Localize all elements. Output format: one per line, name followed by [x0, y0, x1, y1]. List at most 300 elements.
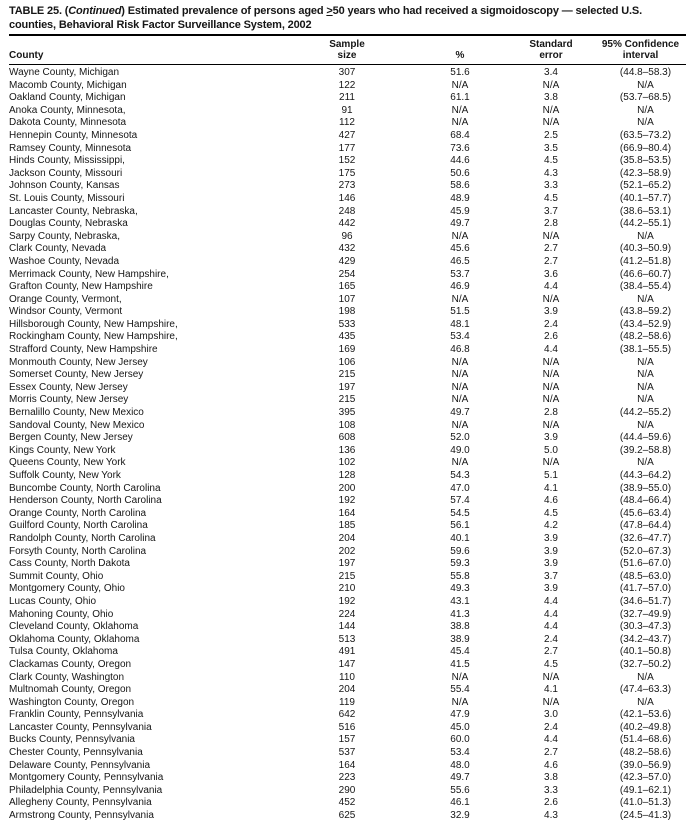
percent-cell: 51.5 [450, 306, 470, 318]
percent-cell: 49.7 [450, 218, 470, 230]
ci-cell: N/A [637, 293, 654, 305]
sample-size-cell: 224 [338, 608, 356, 620]
percent-cell: 61.1 [450, 92, 470, 104]
ci-cell: (38.1–55.5) [619, 344, 672, 356]
stderr-cell: 3.9 [544, 432, 558, 444]
percent-cell: 50.6 [450, 167, 470, 179]
sample-size-cell: 215 [338, 570, 356, 582]
ci-cell: (32.6–47.7) [619, 532, 672, 544]
county-cell: Douglas County, Nebraska [9, 218, 128, 230]
percent-cell: 73.6 [450, 142, 470, 154]
table-row [9, 420, 686, 433]
header-stderr-top: Standard [521, 35, 581, 50]
county-cell: Lancaster County, Pennsylvania [9, 721, 152, 733]
percent-cell: N/A [451, 104, 469, 116]
stderr-cell: 2.4 [544, 633, 558, 645]
county-cell: Orange County, Vermont, [9, 293, 122, 305]
percent-cell: 53.4 [450, 331, 470, 343]
county-cell: Armstrong County, Pennsylvania [9, 810, 154, 822]
stderr-cell: 3.8 [544, 772, 558, 784]
sample-size-cell: 119 [339, 696, 355, 708]
ci-cell: (32.7–50.2) [619, 658, 672, 670]
ci-cell: (52.1–65.2) [619, 180, 672, 192]
stderr-cell: 4.6 [544, 495, 558, 507]
county-cell: Multnomah County, Oregon [9, 684, 132, 696]
county-cell: Sarpy County, Nebraska, [9, 230, 120, 242]
percent-cell: 51.6 [450, 67, 470, 78]
county-cell: Merrimack County, New Hampshire, [9, 268, 169, 280]
table-row [9, 180, 686, 193]
sample-size-cell: 211 [339, 92, 355, 104]
county-cell: Lancaster County, Nebraska, [9, 205, 138, 217]
table-row [9, 672, 686, 685]
sample-size-cell: 432 [338, 243, 356, 255]
ci-cell: (40.1–57.7) [619, 192, 672, 204]
county-cell: Guilford County, North Carolina [9, 520, 148, 532]
table-row [9, 697, 686, 710]
sample-size-cell: 146 [338, 192, 356, 204]
header-ci-top: 95% Confidence [581, 35, 686, 50]
table-row [9, 508, 686, 521]
stderr-cell: 3.5 [544, 142, 558, 154]
ci-cell: (48.5–63.0) [619, 570, 672, 582]
county-cell: Mahoning County, Ohio [9, 608, 114, 620]
stderr-cell: 4.4 [544, 595, 558, 607]
county-cell: Ramsey County, Minnesota [9, 142, 132, 154]
stderr-cell: N/A [542, 356, 560, 368]
stderr-cell: 4.6 [544, 759, 558, 771]
percent-cell: 49.0 [450, 444, 470, 456]
sample-size-cell: 164 [338, 759, 356, 771]
table-row [9, 105, 686, 118]
percent-cell: N/A [451, 117, 469, 129]
sample-size-cell: 429 [338, 255, 356, 267]
header-county: County [9, 50, 295, 65]
table-row [9, 483, 686, 496]
ci-cell: (30.3–47.3) [619, 621, 672, 633]
table-row [9, 785, 686, 798]
county-cell: Jackson County, Missouri [9, 167, 123, 179]
county-cell: Cass County, North Dakota [9, 558, 130, 570]
ci-cell: (38.4–55.4) [619, 281, 672, 293]
stderr-cell: 2.4 [544, 318, 558, 330]
table-row [9, 394, 686, 407]
stderr-cell: N/A [542, 419, 560, 431]
sample-size-cell: 204 [338, 684, 356, 696]
county-cell: Clark County, Washington [9, 671, 125, 683]
stderr-cell: 2.6 [544, 797, 558, 809]
ci-cell: N/A [637, 457, 654, 469]
table-row [9, 80, 686, 93]
prevalence-table [9, 34, 686, 823]
sample-size-cell: 192 [338, 595, 356, 607]
stderr-cell: N/A [542, 79, 560, 91]
percent-cell: 48.0 [450, 759, 470, 771]
table-row [9, 621, 686, 634]
sample-size-cell: 210 [338, 583, 356, 595]
percent-cell: 55.6 [450, 784, 470, 796]
stderr-cell: 2.5 [544, 129, 558, 141]
county-cell: Hillsborough County, New Hampshire, [9, 318, 178, 330]
ci-cell: N/A [637, 419, 654, 431]
county-cell: Buncombe County, North Carolina [9, 482, 161, 494]
sample-size-cell: 106 [338, 356, 356, 368]
percent-cell: 46.9 [450, 281, 470, 293]
ci-cell: N/A [637, 104, 654, 116]
ci-cell: (39.0–56.9) [619, 759, 672, 771]
percent-cell: 46.1 [450, 797, 470, 809]
table-row [9, 294, 686, 307]
percent-cell: 46.5 [450, 255, 470, 267]
percent-cell: 49.7 [450, 407, 470, 419]
table-row [9, 571, 686, 584]
ci-cell: (43.4–52.9) [619, 318, 672, 330]
table-row [9, 634, 686, 647]
table-row [9, 583, 686, 596]
table-row [9, 558, 686, 571]
stderr-cell: 4.4 [544, 281, 558, 293]
ci-cell: (42.3–57.0) [619, 772, 672, 784]
county-cell: Montgomery County, Pennsylvania [9, 772, 164, 784]
stderr-cell: 4.4 [544, 734, 558, 746]
percent-cell: 45.0 [450, 721, 470, 733]
ci-cell: N/A [637, 671, 654, 683]
percent-cell: 41.5 [450, 658, 470, 670]
county-cell: Montgomery County, Ohio [9, 583, 125, 595]
county-cell: Bergen County, New Jersey [9, 432, 133, 444]
county-cell: Sandoval County, New Mexico [9, 419, 145, 431]
table-row [9, 609, 686, 622]
ci-cell: N/A [637, 356, 654, 368]
percent-cell: 38.8 [450, 621, 470, 633]
stderr-cell: 4.4 [544, 608, 558, 620]
county-cell: Anoka County, Minnesota, [9, 104, 126, 116]
percent-cell: 68.4 [450, 129, 470, 141]
stderr-cell: N/A [542, 104, 560, 116]
percent-cell: 59.6 [450, 545, 470, 557]
sample-size-cell: 491 [338, 646, 356, 658]
sample-size-cell: 102 [338, 457, 356, 469]
percent-cell: N/A [451, 230, 469, 242]
table-row [9, 306, 686, 319]
county-cell: Clark County, Nevada [9, 243, 107, 255]
header-stderr-bottom: error [521, 50, 581, 65]
sample-size-cell: 165 [338, 281, 356, 293]
header-sample-bottom: size [295, 50, 399, 65]
table-row [9, 344, 686, 357]
ci-cell: (40.3–50.9) [619, 243, 672, 255]
table-row [9, 206, 686, 219]
county-cell: Delaware County, Pennsylvania [9, 759, 151, 771]
table-row [9, 747, 686, 760]
percent-cell: 49.7 [450, 772, 470, 784]
county-cell: St. Louis County, Missouri [9, 192, 125, 204]
county-cell: Henderson County, North Carolina [9, 495, 162, 507]
percent-cell: N/A [451, 79, 469, 91]
ci-cell: (34.6–51.7) [619, 595, 672, 607]
stderr-cell: 4.5 [544, 658, 558, 670]
ci-cell: (41.7–57.0) [619, 583, 672, 595]
table-row [9, 709, 686, 722]
county-cell: Wayne County, Michigan [9, 67, 120, 78]
table-row [9, 231, 686, 244]
percent-cell: 32.9 [450, 810, 470, 822]
sample-size-cell: 175 [338, 167, 356, 179]
county-cell: Windsor County, Vermont [9, 306, 123, 318]
sample-size-cell: 625 [338, 810, 356, 822]
stderr-cell: 4.3 [544, 167, 558, 179]
title-part1: TABLE 25. ( [9, 5, 69, 17]
sample-size-cell: 307 [338, 67, 356, 78]
header-row-top [9, 35, 686, 50]
header-ci-bottom: interval [581, 50, 686, 65]
table-body [9, 65, 686, 823]
percent-cell: 44.6 [450, 155, 470, 167]
county-cell: Rockingham County, New Hampshire, [9, 331, 178, 343]
county-cell: Hinds County, Mississippi, [9, 155, 125, 167]
stderr-cell: 5.1 [544, 470, 558, 481]
table-row [9, 65, 686, 80]
county-cell: Morris County, New Jersey [9, 394, 129, 406]
ci-cell: (41.0–51.3) [619, 797, 672, 809]
stderr-cell: 4.2 [544, 520, 558, 532]
ci-cell: N/A [637, 394, 654, 406]
county-cell: Kings County, New York [9, 444, 116, 456]
ci-cell: (48.4–66.4) [619, 495, 672, 507]
table-row [9, 269, 686, 282]
table-row [9, 281, 686, 294]
ci-cell: (63.5–73.2) [619, 129, 672, 141]
stderr-cell: 3.3 [544, 784, 558, 796]
stderr-cell: 3.6 [544, 268, 558, 280]
percent-cell: N/A [451, 293, 469, 305]
ci-cell: N/A [637, 381, 654, 393]
county-cell: Tulsa County, Oklahoma [9, 646, 118, 658]
title-continued: Continued [68, 5, 122, 17]
percent-cell: 60.0 [450, 734, 470, 746]
stderr-cell: 2.8 [544, 407, 558, 419]
county-cell: Macomb County, Michigan [9, 79, 127, 91]
percent-cell: 41.3 [450, 608, 470, 620]
sample-size-cell: 215 [338, 369, 356, 381]
ci-cell: (44.4–59.6) [619, 432, 672, 444]
table-title-line2: counties, Behavioral Risk Factor Surveillance System, 2002 [9, 18, 312, 31]
stderr-cell: 3.3 [544, 180, 558, 192]
header-percent-spacer [399, 35, 521, 50]
stderr-cell: 3.9 [544, 583, 558, 595]
sample-size-cell: 273 [338, 180, 356, 192]
sample-size-cell: 157 [338, 734, 356, 746]
ci-cell: N/A [637, 369, 654, 381]
sample-size-cell: 177 [338, 142, 356, 154]
percent-cell: N/A [451, 356, 469, 368]
sample-size-cell: 110 [339, 671, 355, 683]
stderr-cell: 2.4 [544, 721, 558, 733]
table-row [9, 659, 686, 672]
sample-size-cell: 215 [338, 394, 356, 406]
ci-cell: (48.2–58.6) [619, 747, 672, 759]
table-row [9, 596, 686, 609]
sample-size-cell: 395 [338, 407, 356, 419]
sample-size-cell: 128 [338, 470, 356, 481]
table-row [9, 797, 686, 810]
stderr-cell: 4.3 [544, 810, 558, 822]
ci-cell: (39.2–58.8) [619, 444, 672, 456]
sample-size-cell: 200 [338, 482, 356, 494]
stderr-cell: 3.0 [544, 709, 558, 721]
sample-size-cell: 254 [338, 268, 356, 280]
county-cell: Essex County, New Jersey [9, 381, 128, 393]
county-cell: Grafton County, New Hampshire [9, 281, 153, 293]
county-cell: Summit County, Ohio [9, 570, 104, 582]
percent-cell: 40.1 [450, 532, 470, 544]
table-row [9, 357, 686, 370]
percent-cell: 54.3 [450, 470, 470, 481]
header-sample-top: Sample [295, 35, 399, 50]
percent-cell: 58.6 [450, 180, 470, 192]
ci-cell: (47.4–63.3) [619, 684, 672, 696]
sample-size-cell: 122 [338, 79, 356, 91]
stderr-cell: 2.8 [544, 218, 558, 230]
ci-cell: (43.8–59.2) [619, 306, 672, 318]
county-cell: Franklin County, Pennsylvania [9, 709, 144, 721]
sample-size-cell: 202 [338, 545, 356, 557]
ci-cell: N/A [637, 117, 654, 129]
table-row [9, 646, 686, 659]
sample-size-cell: 108 [338, 419, 356, 431]
sample-size-cell: 248 [338, 205, 356, 217]
sample-size-cell: 642 [338, 709, 356, 721]
percent-cell: N/A [451, 369, 469, 381]
geq-symbol: > [326, 5, 333, 17]
sample-size-cell: 223 [338, 772, 356, 784]
stderr-cell: 2.7 [544, 255, 558, 267]
table-row [9, 117, 686, 130]
stderr-cell: N/A [542, 369, 560, 381]
stderr-cell: N/A [542, 117, 560, 129]
sample-size-cell: 452 [338, 797, 356, 809]
table-row [9, 218, 686, 231]
header-row-bottom [9, 50, 686, 65]
ci-cell: N/A [637, 79, 654, 91]
percent-cell: 59.3 [450, 558, 470, 570]
stderr-cell: 2.6 [544, 331, 558, 343]
ci-cell: (41.2–51.8) [619, 255, 672, 267]
stderr-cell: N/A [542, 230, 560, 242]
ci-cell: (24.5–41.3) [619, 810, 672, 822]
county-cell: Johnson County, Kansas [9, 180, 120, 192]
table-row [9, 546, 686, 559]
header-percent: % [399, 50, 521, 65]
percent-cell: 54.5 [450, 507, 470, 519]
sample-size-cell: 513 [338, 633, 356, 645]
percent-cell: 53.4 [450, 747, 470, 759]
percent-cell: 57.4 [450, 495, 470, 507]
stderr-cell: 3.7 [544, 570, 558, 582]
table-row [9, 407, 686, 420]
table-header [9, 35, 686, 65]
stderr-cell: N/A [542, 696, 560, 708]
sample-size-cell: 537 [338, 747, 356, 759]
ci-cell: (53.7–68.5) [619, 92, 672, 104]
county-cell: Clackamas County, Oregon [9, 658, 132, 670]
percent-cell: N/A [451, 394, 469, 406]
percent-cell: 53.7 [450, 268, 470, 280]
percent-cell: N/A [451, 381, 469, 393]
sample-size-cell: 435 [338, 331, 356, 343]
ci-cell: (38.6–53.1) [619, 205, 672, 217]
table-row [9, 331, 686, 344]
stderr-cell: 4.5 [544, 192, 558, 204]
stderr-cell: 4.1 [544, 482, 558, 494]
percent-cell: 56.1 [450, 520, 470, 532]
county-cell: Forsyth County, North Carolina [9, 545, 147, 557]
ci-cell: (42.1–53.6) [619, 709, 672, 721]
sample-size-cell: 107 [338, 293, 356, 305]
percent-cell: 55.4 [450, 684, 470, 696]
table-row [9, 143, 686, 156]
ci-cell: (44.2–55.2) [619, 407, 672, 419]
county-cell: Chester County, Pennsylvania [9, 747, 143, 759]
county-cell: Orange County, North Carolina [9, 507, 147, 519]
county-cell: Dakota County, Minnesota [9, 117, 127, 129]
stderr-cell: 2.7 [544, 747, 558, 759]
table-row [9, 319, 686, 332]
percent-cell: 43.1 [450, 595, 470, 607]
stderr-cell: N/A [542, 671, 560, 683]
stderr-cell: 3.9 [544, 306, 558, 318]
percent-cell: 48.1 [450, 318, 470, 330]
county-cell: Cleveland County, Oklahoma [9, 621, 139, 633]
county-cell: Washoe County, Nevada [9, 255, 120, 267]
stderr-cell: 2.7 [544, 243, 558, 255]
stderr-cell: 4.1 [544, 684, 558, 696]
stderr-cell: N/A [542, 293, 560, 305]
county-cell: Washington County, Oregon [9, 696, 135, 708]
ci-cell: (38.9–55.0) [619, 482, 672, 494]
ci-cell: (52.0–67.3) [619, 545, 672, 557]
sample-size-cell: 136 [338, 444, 356, 456]
table-row [9, 155, 686, 168]
ci-cell: N/A [637, 696, 654, 708]
percent-cell: 45.6 [450, 243, 470, 255]
county-cell: Oklahoma County, Oklahoma [9, 633, 140, 645]
county-cell: Suffolk County, New York [9, 470, 121, 481]
percent-cell: 45.9 [450, 205, 470, 217]
ci-cell: (35.8–53.5) [619, 155, 672, 167]
sample-size-cell: 192 [338, 495, 356, 507]
sample-size-cell: 96 [341, 230, 353, 242]
ci-cell: (42.3–58.9) [619, 167, 672, 179]
table-row [9, 520, 686, 533]
ci-cell: (32.7–49.9) [619, 608, 672, 620]
table-row [9, 772, 686, 785]
stderr-cell: 3.7 [544, 205, 558, 217]
percent-cell: 47.0 [450, 482, 470, 494]
sample-size-cell: 144 [338, 621, 356, 633]
sample-size-cell: 197 [338, 381, 356, 393]
ci-cell: (44.8–58.3) [619, 67, 672, 78]
county-cell: Randolph County, North Carolina [9, 532, 156, 544]
table-row [9, 684, 686, 697]
sample-size-cell: 290 [338, 784, 356, 796]
county-cell: Hennepin County, Minnesota [9, 129, 138, 141]
ci-cell: (40.1–50.8) [619, 646, 672, 658]
county-cell: Strafford County, New Hampshire [9, 344, 158, 356]
table-row [9, 470, 686, 483]
percent-cell: 48.9 [450, 192, 470, 204]
sample-size-cell: 204 [338, 532, 356, 544]
